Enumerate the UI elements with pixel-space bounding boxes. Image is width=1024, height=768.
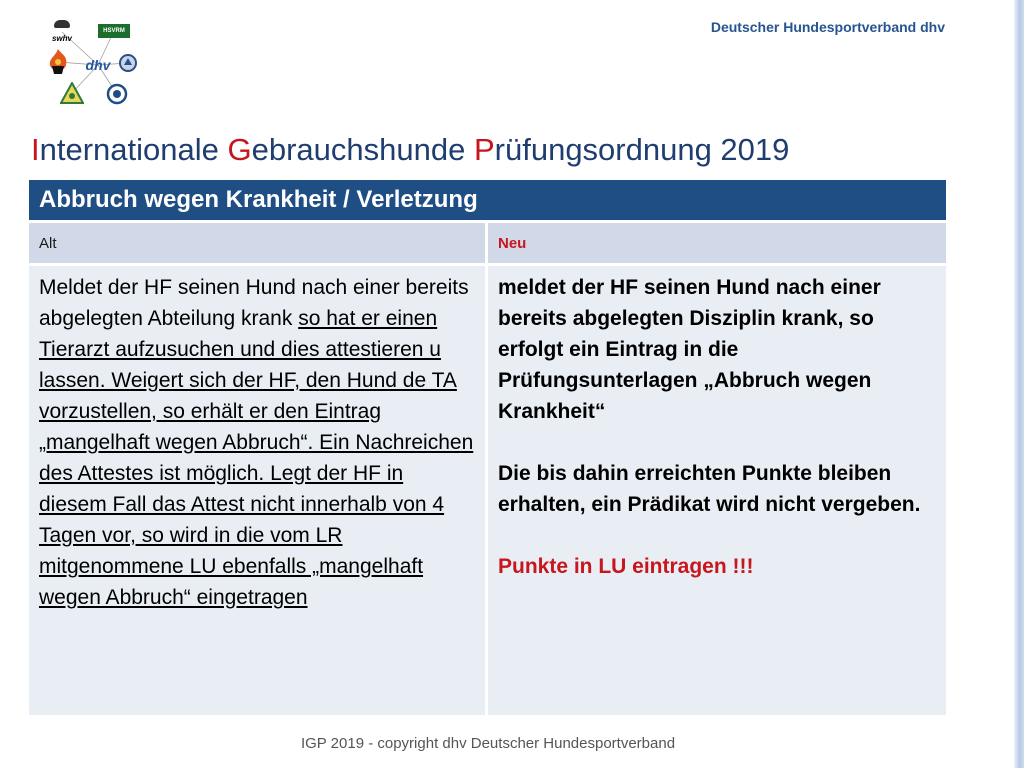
table-content-row bbox=[29, 263, 946, 715]
column-header-new: Neu bbox=[488, 223, 946, 263]
organization-name: Deutscher Hundesportverband dhv bbox=[710, 19, 945, 35]
triangle-emblem-icon bbox=[60, 82, 84, 104]
table-heading: Abbruch wegen Krankheit / Verletzung bbox=[29, 180, 946, 220]
title-initial-g: G bbox=[227, 132, 252, 167]
swhv-logo: swhv bbox=[46, 22, 78, 42]
logo-cluster bbox=[40, 20, 140, 110]
old-rule-cell bbox=[29, 266, 485, 715]
old-rule-underlined-text: so hat er einen Tierarzt aufzusuchen und dies attestieren u lassen. Weigert sich der HF, den Hund de TA vorzustellen, so erhält er den Eintrag „mangelhaft wegen Abbruch“. Ein Nachreichen des Attestes ist möglich. Legt der HF in diesem Fall das Attest nicht innerhalb von 4 Tagen vor, so wird in die vom LR mitgenommene LU ebenfalls „mangelhaft wegen Abbruch“ eingetragen bbox=[39, 307, 474, 609]
hsvrm-logo: HSVRM bbox=[98, 24, 130, 38]
comparison-table bbox=[29, 180, 946, 715]
footer-copyright: IGP 2019 - copyright dhv Deutscher Hundesportverband bbox=[300, 735, 676, 752]
blue-shield-emblem-icon bbox=[118, 53, 138, 73]
title-word-internationale: nternationale bbox=[39, 132, 228, 167]
slide-title bbox=[31, 132, 789, 168]
dog-silhouette-icon bbox=[54, 20, 70, 28]
slide-edge-bar bbox=[1014, 0, 1024, 768]
old-rule-intro: Meldet der HF seinen Hund nach einer bereits abgelegten Abteilung krank bbox=[39, 276, 469, 330]
fire-dog-emblem-icon bbox=[44, 48, 72, 76]
table-column-header-row bbox=[29, 220, 946, 263]
round-club-emblem-icon bbox=[106, 83, 128, 105]
new-rule-paragraph-1: meldet der HF seinen Hund nach einer bereits abgelegten Disziplin krank, so erfolgt ein Eintrag in die Prüfungsunterlagen „Abbruch wegen Krankheit“ bbox=[498, 276, 881, 423]
dhv-logo: dhv bbox=[85, 57, 111, 73]
new-rule-cell bbox=[488, 266, 946, 715]
title-initial-p: P bbox=[473, 132, 495, 167]
title-word-pruefungsordnung: rüfungsordnung 2019 bbox=[494, 132, 790, 167]
title-word-gebrauchshunde: ebrauchshunde bbox=[251, 132, 474, 167]
new-rule-note: Punkte in LU eintragen !!! bbox=[498, 555, 754, 578]
title-initial-i: I bbox=[31, 132, 40, 167]
new-rule-paragraph-2: Die bis dahin erreichten Punkte bleiben erhalten, ein Prädikat wird nicht vergeben. bbox=[498, 462, 921, 516]
column-header-old: Alt bbox=[29, 223, 485, 263]
